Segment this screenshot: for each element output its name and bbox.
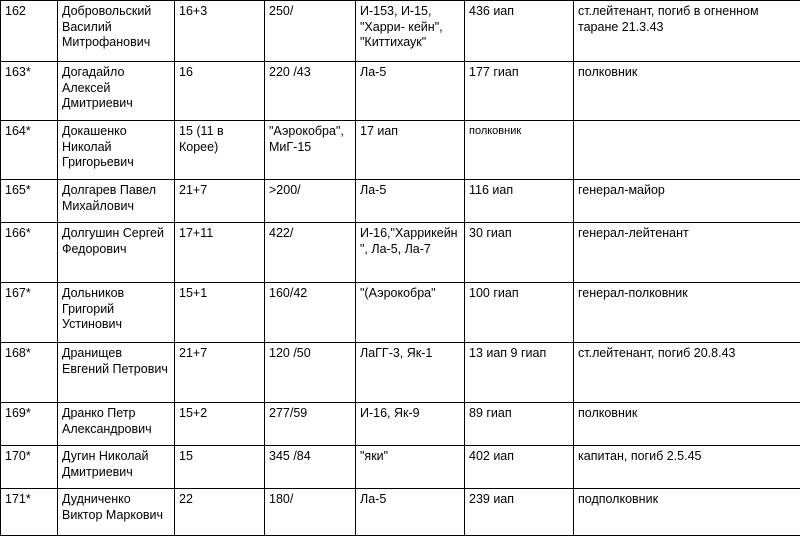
cell-rank: ст.лейтенант, погиб 20.8.43 [574,343,800,403]
cell-number: 171* [1,489,58,536]
table-row [1,62,800,121]
cell-rank: полковник [574,62,800,121]
cell-aircraft: "яки" [356,446,465,489]
cell-sorties: 277/59 [265,403,356,446]
cell-name: Добровольский Василий Митрофанович [58,1,175,62]
cell-unit: 436 иап [465,1,574,62]
cell-sorties: 422/ [265,223,356,283]
cell-number: 164* [1,121,58,180]
cell-aircraft: Ла-5 [356,489,465,536]
table-row [1,489,800,536]
table-row [1,446,800,489]
cell-victories: 22 [175,489,265,536]
cell-number: 166* [1,223,58,283]
cell-victories: 15+1 [175,283,265,343]
cell-victories: 16 [175,62,265,121]
cell-sorties: 160/42 [265,283,356,343]
table-row [1,343,800,403]
cell-sorties: 180/ [265,489,356,536]
cell-unit: 89 гиап [465,403,574,446]
cell-victories: 15 (11 в Корее) [175,121,265,180]
cell-aircraft: "(Аэрокобра" [356,283,465,343]
cell-sorties: 345 /84 [265,446,356,489]
cell-name: Дудниченко Виктор Маркович [58,489,175,536]
table-row [1,403,800,446]
cell-aircraft: И-16,"Харрикейн", Ла-5, Ла-7 [356,223,465,283]
cell-name: Догадайло Алексей Дмитриевич [58,62,175,121]
cell-number: 169* [1,403,58,446]
cell-rank: подполковник [574,489,800,536]
cell-rank: ст.лейтенант, погиб в огненном таране 21.3.43 [574,1,800,62]
cell-sorties: "Аэрокобра", МиГ-15 [265,121,356,180]
cell-victories: 17+11 [175,223,265,283]
cell-aircraft: И-16, Як-9 [356,403,465,446]
cell-unit: 239 иап [465,489,574,536]
table-row [1,121,800,180]
cell-name: Дольников Григорий Устинович [58,283,175,343]
cell-name: Дугин Николай Дмитриевич [58,446,175,489]
table-row [1,180,800,223]
cell-name: Докашенко Николай Григорьевич [58,121,175,180]
cell-unit: 402 иап [465,446,574,489]
cell-number: 163* [1,62,58,121]
cell-victories: 16+3 [175,1,265,62]
cell-unit: 177 гиап [465,62,574,121]
cell-name: Дранко Петр Александрович [58,403,175,446]
cell-aircraft: ЛаГГ-3, Як-1 [356,343,465,403]
cell-rank: полковник [574,403,800,446]
cell-sorties: 250/ [265,1,356,62]
cell-rank: генерал-полковник [574,283,800,343]
cell-unit: 116 иап [465,180,574,223]
cell-rank: капитан, погиб 2.5.45 [574,446,800,489]
cell-name: Долгушин Сергей Федорович [58,223,175,283]
cell-rank: генерал-лейтенант [574,223,800,283]
table-row [1,223,800,283]
cell-unit: полковник [465,121,574,180]
table-row [1,1,800,62]
cell-name: Долгарев Павел Михайлович [58,180,175,223]
cell-unit: 100 гиап [465,283,574,343]
table-row [1,283,800,343]
cell-number: 167* [1,283,58,343]
cell-number: 162 [1,1,58,62]
cell-number: 170* [1,446,58,489]
cell-number: 168* [1,343,58,403]
cell-aircraft: 17 иап [356,121,465,180]
cell-sorties: 120 /50 [265,343,356,403]
cell-number: 165* [1,180,58,223]
cell-aircraft: Ла-5 [356,180,465,223]
cell-unit: 13 иап 9 гиап [465,343,574,403]
cell-victories: 15 [175,446,265,489]
cell-rank: генерал-майор [574,180,800,223]
cell-unit: 30 гиап [465,223,574,283]
cell-victories: 15+2 [175,403,265,446]
cell-aircraft: И-153, И-15, "Харри- кейн", "Киттихаук" [356,1,465,62]
cell-victories: 21+7 [175,180,265,223]
cell-aircraft: Ла-5 [356,62,465,121]
cell-sorties: 220 /43 [265,62,356,121]
cell-victories: 21+7 [175,343,265,403]
cell-sorties: >200/ [265,180,356,223]
cell-rank [574,121,800,180]
cell-name: Дранищев Евгений Петрович [58,343,175,403]
